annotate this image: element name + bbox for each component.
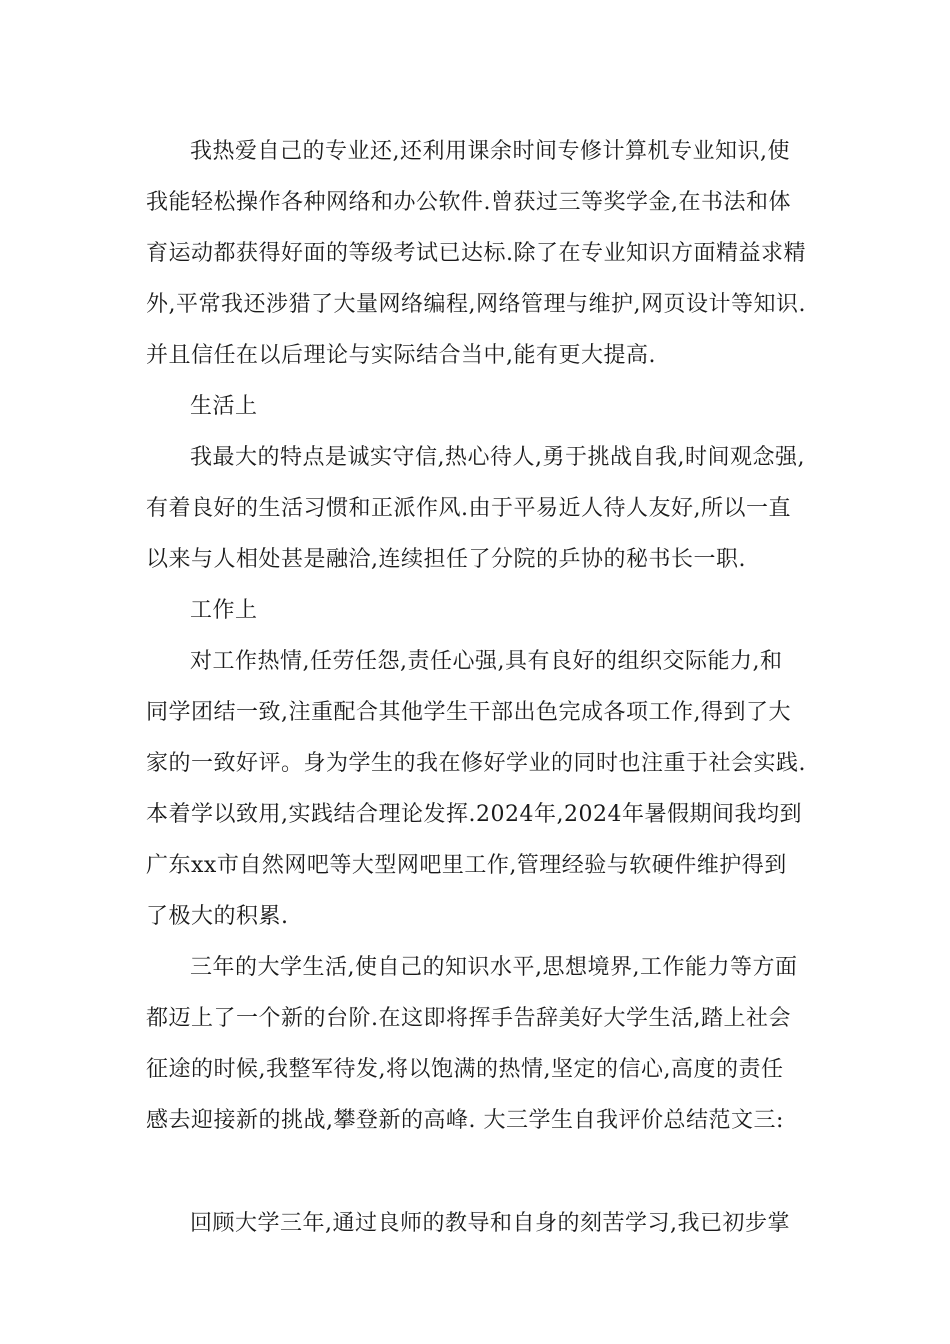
paragraph-line: 回顾大学三年,通过良师的教导和自身的刻苦学习,我已初步掌 [190, 1211, 790, 1236]
paragraph-line: 广东xx市自然网吧等大型网吧里工作,管理经验与软硬件维护得到 [146, 853, 787, 878]
section-heading: 生活上 [190, 394, 258, 419]
paragraph-line: 本着学以致用,实践结合理论发挥.2024年,2024年暑假期间我均到 [146, 802, 802, 827]
paragraph-line: 了极大的积累. [146, 904, 289, 929]
paragraph-spacer [146, 1146, 818, 1198]
paragraph-line: 我最大的特点是诚实守信,热心待人,勇于挑战自我,时间观念强, [190, 445, 805, 470]
paragraph-line: 都迈上了一个新的台阶.在这即将挥手告辞美好大学生活,踏上社会 [146, 1006, 791, 1031]
paragraph-line: 三年的大学生活,使自己的知识水平,思想境界,工作能力等方面 [190, 955, 798, 980]
paragraph-line: 感去迎接新的挑战,攀登新的高峰. 大三学生自我评价总结范文三: [146, 1108, 784, 1133]
paragraph-line: 以来与人相处甚是融洽,连续担任了分院的乒协的秘书长一职. [146, 547, 746, 572]
paragraph-line: 同学团结一致,注重配合其他学生干部出色完成各项工作,得到了大 [146, 700, 791, 725]
paragraph-line: 育运动都获得好面的等级考试已达标.除了在专业知识方面精益求精 [146, 241, 806, 266]
paragraph-line: 有着良好的生活习惯和正派作风.由于平易近人待人友好,所以一直 [146, 496, 791, 521]
paragraph-line: 外,平常我还涉猎了大量网络编程,网络管理与维护,网页设计等知识. [146, 292, 806, 317]
paragraph-line: 我能轻松操作各种网络和办公软件.曾获过三等奖学金,在书法和体 [146, 190, 791, 215]
paragraph-line: 征途的时候,我整军待发,将以饱满的热情,坚定的信心,高度的责任 [146, 1057, 784, 1082]
paragraph-line: 并且信任在以后理论与实际结合当中,能有更大提高. [146, 343, 656, 368]
document-body [146, 126, 818, 1249]
paragraph-line: 对工作热情,任劳任怨,责任心强,具有良好的组织交际能力,和 [190, 649, 783, 674]
paragraph-line: 家的一致好评。身为学生的我在修好学业的同时也注重于社会实践. [146, 751, 806, 776]
section-heading: 工作上 [190, 598, 258, 623]
paragraph-line: 我热爱自己的专业还,还利用课余时间专修计算机专业知识,使 [190, 139, 790, 164]
